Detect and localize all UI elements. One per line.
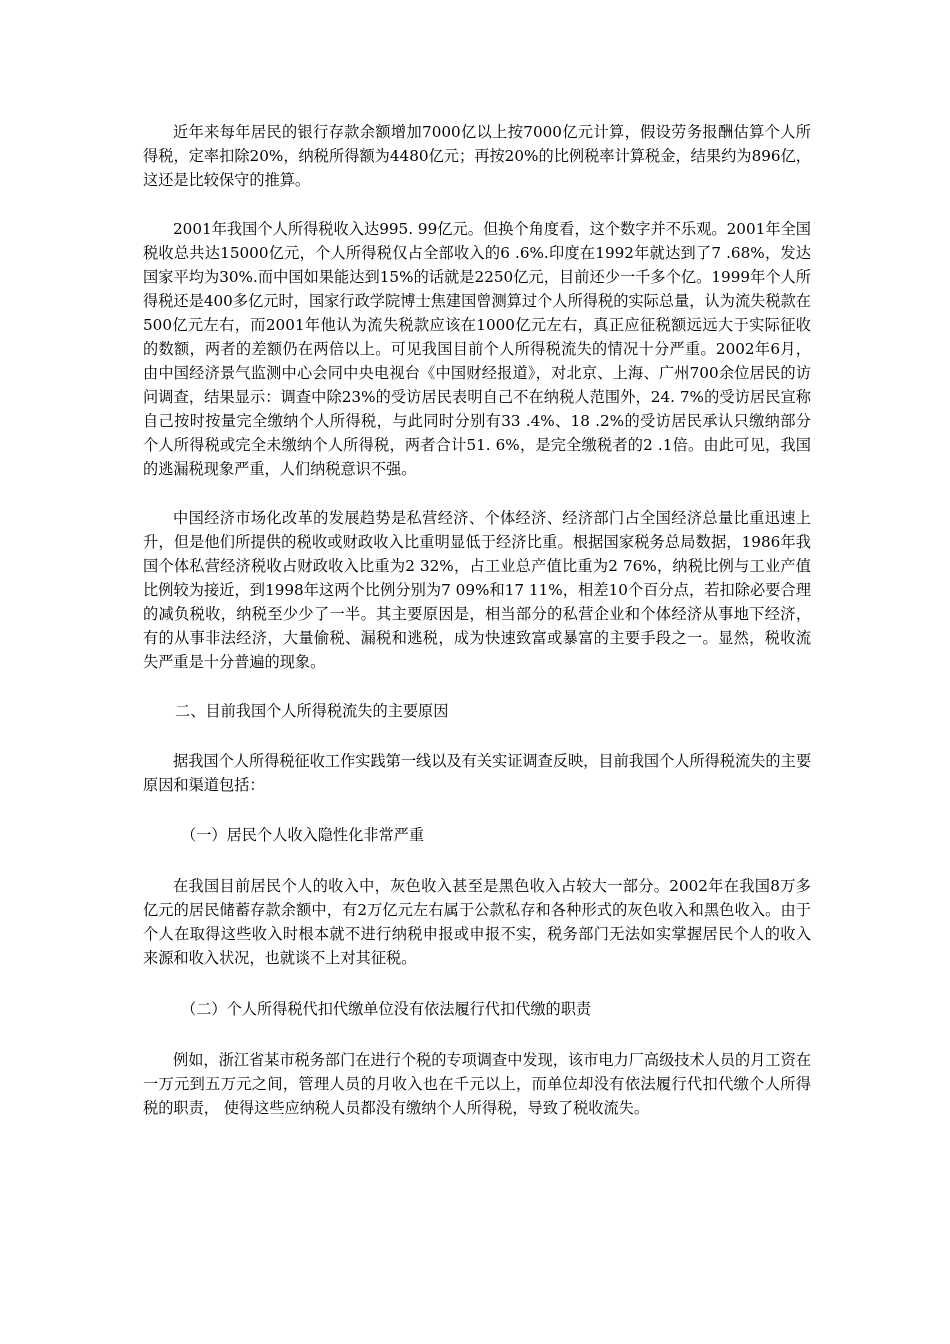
paragraph-hidden-income: 在我国目前居民个人的收入中，灰色收入甚至是黑色收入占较大一部分。2002年在我国8万多亿元的居民储蓄存款余额中，有2万亿元左右属于公款私存和各种形式的灰色收入和黑色收入。由于个人在取得这些收入时根本就不进行纳税申报或申报不实，税务部门无法如实掌握居民个人的收入来源和收入状况，也就谈不上对其征税。	[143, 877, 811, 967]
paragraph-causes-intro: 据我国个人所得税征收工作实践第一线以及有关实证调查反映，目前我国个人所得税流失的主要原因和渠道包括：	[143, 752, 811, 794]
paragraph-withholding-example: 例如，浙江省某市税务部门在进行个税的专项调查中发现，该市电力厂高级技术人员的月工资在一万元到五万元之间，管理人员的月收入也在千元以上，而单位却没有依法履行代扣代缴个人所得税的职责， 使得这些应纳税人员都没有缴纳个人所得税，导致了税收流失。	[143, 1051, 811, 1117]
document-page	[143, 120, 811, 1120]
subheading-hidden-income: （一）居民个人收入隐性化非常严重	[181, 826, 424, 844]
section-heading-causes: 二、目前我国个人所得税流失的主要原因	[175, 702, 449, 720]
subheading-withholding-duty: （二）个人所得税代扣代缴单位没有依法履行代扣代缴的职责	[181, 1000, 592, 1018]
paragraph-private-economy: 中国经济市场化改革的发展趋势是私营经济、个体经济、经济部门占全国经济总量比重迅速上升，但是他们所提供的税收或财政收入比重明显低于经济比重。根据国家税务总局数据，1986年我国个体私营经济税收占财政收入比重为2 32%，占工业总产值比重为2 76%，纳税比例与工业产值比例较为接近，到1998年这两个比例分别为7 09%和17 11%，相差10个百分点，若扣除必要合理的减负税收，纳税至少少了一半。其主要原因是，相当部分的私营企业和个体经济从事地下经济，有的从事非法经济，大量偷税、漏税和逃税，成为快速致富或暴富的主要手段之一。显然，税收流失严重是十分普遍的现象。	[143, 509, 811, 671]
paragraph-tax-revenue-2001: 2001年我国个人所得税收入达995. 99亿元。但换个角度看，这个数字并不乐观。2001年全国税收总共达15000亿元，个人所得税仅占全部收入的6 .6%.印度在1992年就达到了7 .68%，发达国家平均为30%.而中国如果能达到15%的话就是2250亿元，目前还少一千多个亿。1999年个人所得税还是400多亿元时，国家行政学院博士焦建国曾测算过个人所得税的实际总量，认为流失税款在500亿元左右，而2001年他认为流失税款应该在1000亿元左右，真正应征税额远远大于实际征收的数额，两者的差额仍在两倍以上。可见我国目前个人所得税流失的情况十分严重。2002年6月，由中国经济景气监测中心会同中央电视台《中国财经报道》，对北京、上海、广州700余位居民的访问调查，结果显示：调查中除23%的受访居民表明自己不在纳税人范围外，24. 7%的受访居民宣称自己按时按量完全缴纳个人所得税，与此同时分别有33 .4%、18 .2%的受访居民承认只缴纳部分个人所得税或完全未缴纳个人所得税，两者合计51. 6%，是完全缴税者的2 .1倍。由此可见，我国的逃漏税现象严重，人们纳税意识不强。	[143, 220, 811, 478]
paragraph-deposit-estimate: 近年来每年居民的银行存款余额增加7000亿以上按7000亿元计算，假设劳务报酬估算个人所得税，定率扣除20%，纳税所得额为4480亿元；再按20%的比例税率计算税金，结果约为896亿，这还是比较保守的推算。	[143, 123, 811, 189]
